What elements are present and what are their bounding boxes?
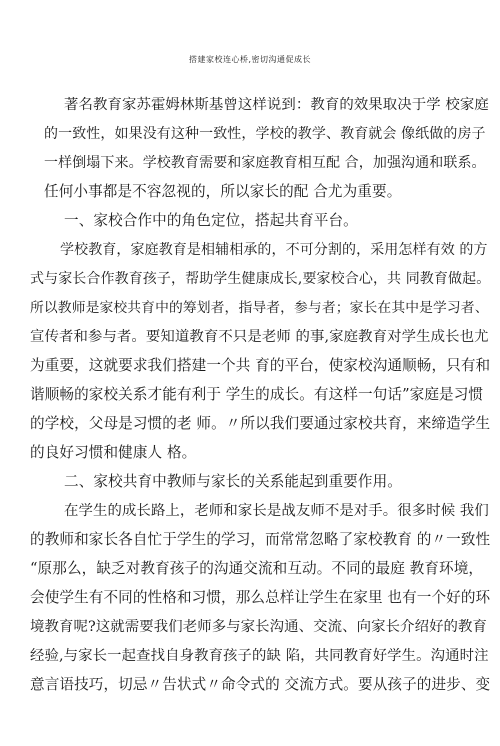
- paragraph-line: 为重要，这就要求我们搭建一个共 育的平台，使家校沟通顺畅，只有和: [30, 357, 491, 374]
- paragraph-line: 宣传者和参与者。要知道教育不只是老师 的事,家庭教育对学生成长也尤: [30, 329, 489, 345]
- paragraph-line: 所以教师是家校共育中的筹划者，指导者，参与者；家长在其中是学习者、: [30, 300, 489, 316]
- paragraph-line: 的教师和家长各自忙于学生的学习，而常常忽略了家校教育 的〃一致性: [30, 531, 491, 548]
- paragraph-line: 的一致性，如果没有这种一致性，学校的教学、教育就会 像纸做的房子: [44, 126, 486, 142]
- paragraph-line: 意言语技巧，切忌〃告状式〃命令式的 交流方式。要从孩子的进步、变: [30, 676, 491, 693]
- paragraph-line: 著名教育家苏霍姆林斯基曾这样说到：教育的效果取决于学 校家庭: [64, 97, 489, 113]
- paragraph-line: 谐顺畅的家校关系才能有利于 学生的成长。有这样一句话”家庭是习惯: [30, 386, 484, 403]
- paragraph-line: “原那么，缺乏对教育孩子的沟通交流和互动。不同的最庭 教育环境，: [30, 560, 484, 577]
- paragraph-line: 的学校，父母是习惯的老 师。〃所以我们要通过家校共育，来缔造学生: [30, 415, 491, 432]
- section-heading: 一、家校合作中的角色定位，搭起共育平台。: [64, 212, 358, 229]
- document-title: 搭建家校连心桥,密切沟通促成长: [188, 55, 312, 64]
- paragraph-line: 会使学生有不同的性格和习惯，那么总样让学生在家里 也有一个好的环: [30, 589, 491, 606]
- paragraph-line: 的良好习惯和健康人 格。: [30, 444, 197, 461]
- paragraph-line: 学校教育，家庭教育是相辅相承的，不可分割的，采用怎样有效 的方: [60, 242, 488, 258]
- section-heading: 二、家校共育中教师与家长的关系能起到重要作用。: [64, 473, 402, 490]
- paragraph-line: 任何小事都是不容忽视的，所以家长的配 合尤为重要。: [44, 183, 402, 200]
- paragraph-line: 在学生的成长路上，老师和家长是战友师不是对手。很多时候 我们: [64, 503, 489, 519]
- paragraph-line: 一样倒塌下来。学校教育需要和家庭教育相互配 合，加强沟通和联系。: [44, 155, 486, 171]
- paragraph-line: 经验,与家长一起查找自身教育孩子的缺 陷，共同教育好学生。沟通时注: [30, 648, 489, 664]
- paragraph-line: 境教育呢?这就需要我们老师多与家长沟通、交流、向家长介绍好的教育: [30, 619, 488, 635]
- paragraph-line: 式与家长合作教育孩子，帮助学生健康成长,要家校合心，共 同教育做起。: [30, 271, 491, 287]
